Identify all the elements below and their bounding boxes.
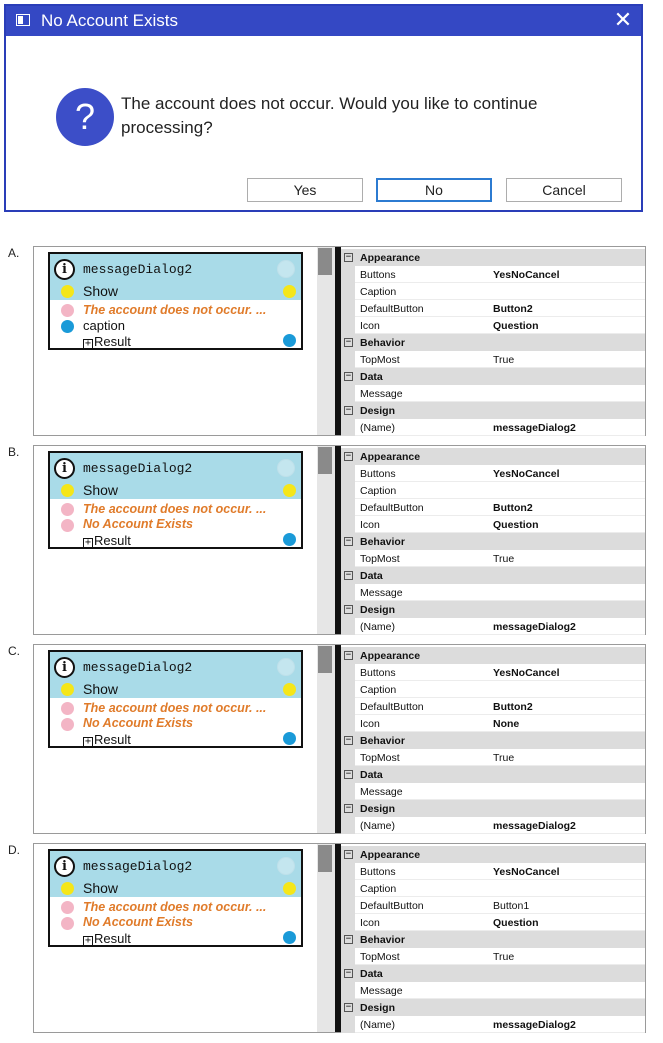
flow-in-port[interactable] xyxy=(61,683,74,696)
window-app-icon xyxy=(16,14,30,26)
expand-icon[interactable]: + xyxy=(84,537,92,548)
result-output-port[interactable] xyxy=(283,931,296,944)
cancel-button[interactable]: Cancel xyxy=(506,178,622,202)
show-label: Show xyxy=(83,283,119,299)
category-behavior[interactable]: − Behavior xyxy=(341,334,645,351)
prop-defaultbutton[interactable]: DefaultButton Button2 xyxy=(341,499,645,516)
caption-input-port[interactable] xyxy=(61,917,74,930)
message-dialog-node[interactable] xyxy=(48,650,303,748)
category-data[interactable]: − Data xyxy=(341,567,645,584)
category-data[interactable]: − Data xyxy=(341,766,645,783)
message-input-value: The account does not occur. ... xyxy=(83,701,267,715)
expand-icon[interactable]: + xyxy=(84,736,92,747)
option-letter-b: B. xyxy=(8,445,20,459)
prop-caption[interactable]: Caption xyxy=(341,880,645,897)
caption-input-value: No Account Exists xyxy=(83,517,193,531)
category-appearance[interactable]: − Appearance xyxy=(341,647,645,664)
category-data[interactable]: − Data xyxy=(341,368,645,385)
caption-input-port[interactable] xyxy=(61,519,74,532)
prop-buttons[interactable]: Buttons YesNoCancel xyxy=(341,266,645,283)
option-panel-a xyxy=(33,246,646,436)
collapse-icon[interactable]: − xyxy=(345,769,352,779)
message-input-port[interactable] xyxy=(61,503,74,516)
expand-icon[interactable]: + xyxy=(84,935,92,946)
info-icon: i xyxy=(54,856,75,877)
category-behavior[interactable]: − Behavior xyxy=(341,533,645,550)
caption-input-value: caption xyxy=(83,318,125,333)
scrollbar-thumb[interactable] xyxy=(318,248,332,275)
collapse-icon[interactable]: − xyxy=(345,405,352,415)
result-output[interactable] xyxy=(83,533,131,548)
category-design[interactable]: − Design xyxy=(341,402,645,419)
expand-icon[interactable]: + xyxy=(84,338,92,349)
prop-caption[interactable]: Caption xyxy=(341,482,645,499)
info-icon: i xyxy=(54,259,75,280)
scrollbar[interactable] xyxy=(317,446,335,634)
collapse-icon[interactable]: − xyxy=(345,803,352,813)
scrollbar-thumb[interactable] xyxy=(318,646,332,673)
collapse-icon[interactable]: − xyxy=(345,934,352,944)
node-name: messageDialog2 xyxy=(83,859,193,874)
info-icon: i xyxy=(54,657,75,678)
info-icon: i xyxy=(54,458,75,479)
prop-message[interactable]: Message xyxy=(341,982,645,999)
category-behavior[interactable]: − Behavior xyxy=(341,931,645,948)
prop-message[interactable]: Message xyxy=(341,385,645,402)
prop-icon[interactable]: Icon Question xyxy=(341,516,645,533)
prop-caption[interactable]: Caption xyxy=(341,681,645,698)
prop-topmost[interactable]: TopMost True xyxy=(341,948,645,965)
scrollbar[interactable] xyxy=(317,247,335,435)
node-name: messageDialog2 xyxy=(83,262,193,277)
show-label: Show xyxy=(83,482,119,498)
message-input-value: The account does not occur. ... xyxy=(83,303,267,317)
node-name: messageDialog2 xyxy=(83,660,193,675)
prop-defaultbutton[interactable]: DefaultButton Button2 xyxy=(341,698,645,715)
collapse-icon[interactable]: − xyxy=(345,735,352,745)
category-appearance[interactable]: − Appearance xyxy=(341,846,645,863)
prop-name[interactable]: (Name) messageDialog2 xyxy=(341,618,645,635)
scrollbar[interactable] xyxy=(317,844,335,1032)
node-name: messageDialog2 xyxy=(83,461,193,476)
node-badge-icon xyxy=(277,857,295,875)
result-label: Result xyxy=(94,931,131,946)
category-data[interactable]: − Data xyxy=(341,965,645,982)
node-header xyxy=(50,652,301,698)
collapse-icon[interactable]: − xyxy=(345,1002,352,1012)
result-output[interactable] xyxy=(83,732,131,747)
prop-buttons[interactable]: Buttons YesNoCancel xyxy=(341,465,645,482)
close-icon[interactable]: ✕ xyxy=(613,8,633,33)
property-grid xyxy=(341,247,645,435)
prop-defaultbutton[interactable]: DefaultButton Button2 xyxy=(341,300,645,317)
prop-topmost[interactable]: TopMost True xyxy=(341,749,645,766)
prop-message[interactable]: Message xyxy=(341,584,645,601)
node-badge-icon xyxy=(277,459,295,477)
result-output-port[interactable] xyxy=(283,732,296,745)
caption-input-port[interactable] xyxy=(61,320,74,333)
question-icon: ? xyxy=(56,88,114,146)
collapse-icon[interactable]: − xyxy=(345,337,352,347)
collapse-icon[interactable]: − xyxy=(345,604,352,614)
prop-message[interactable]: Message xyxy=(341,783,645,800)
message-input-port[interactable] xyxy=(61,702,74,715)
collapse-icon[interactable]: − xyxy=(345,451,352,461)
message-input-port[interactable] xyxy=(61,304,74,317)
show-label: Show xyxy=(83,681,119,697)
category-design[interactable]: − Design xyxy=(341,800,645,817)
property-grid xyxy=(341,446,645,634)
node-header xyxy=(50,254,301,300)
message-input-value: The account does not occur. ... xyxy=(83,900,267,914)
scrollbar[interactable] xyxy=(317,645,335,833)
message-input-value: The account does not occur. ... xyxy=(83,502,267,516)
show-label: Show xyxy=(83,880,119,896)
collapse-icon[interactable]: − xyxy=(345,968,352,978)
prop-topmost[interactable]: TopMost True xyxy=(341,351,645,368)
result-output[interactable] xyxy=(83,334,131,349)
collapse-icon[interactable]: − xyxy=(345,849,352,859)
node-header xyxy=(50,851,301,897)
scrollbar-thumb[interactable] xyxy=(318,845,332,872)
node-badge-icon xyxy=(277,260,295,278)
prop-topmost[interactable]: TopMost True xyxy=(341,550,645,567)
no-button[interactable]: No xyxy=(376,178,492,202)
caption-input-value: No Account Exists xyxy=(83,716,193,730)
option-panel-b xyxy=(33,445,646,635)
prop-name[interactable]: (Name) messageDialog2 xyxy=(341,817,645,834)
property-grid xyxy=(341,844,645,1032)
message-dialog-window xyxy=(4,4,643,212)
result-output-port[interactable] xyxy=(283,334,296,347)
message-dialog-node[interactable] xyxy=(48,451,303,549)
flow-out-port[interactable] xyxy=(283,285,296,298)
prop-defaultbutton[interactable]: DefaultButton Button1 xyxy=(341,897,645,914)
dialog-titlebar xyxy=(6,6,641,36)
option-panel-c xyxy=(33,644,646,834)
dialog-message: The account does not occur. Would you like to continue processing? xyxy=(121,94,538,137)
category-design[interactable]: − Design xyxy=(341,999,645,1016)
prop-name[interactable]: (Name) messageDialog2 xyxy=(341,419,645,436)
collapse-icon[interactable]: − xyxy=(345,536,352,546)
prop-buttons[interactable]: Buttons YesNoCancel xyxy=(341,664,645,681)
option-letter-d: D. xyxy=(8,843,20,857)
collapse-icon[interactable]: − xyxy=(345,570,352,580)
prop-name[interactable]: (Name) messageDialog2 xyxy=(341,1016,645,1033)
prop-icon[interactable]: Icon Question xyxy=(341,317,645,334)
message-dialog-node[interactable] xyxy=(48,849,303,947)
dialog-title: No Account Exists xyxy=(41,11,179,30)
caption-input-port[interactable] xyxy=(61,718,74,731)
yes-button[interactable]: Yes xyxy=(247,178,363,202)
result-label: Result xyxy=(94,732,131,747)
collapse-icon[interactable]: − xyxy=(345,252,352,262)
prop-buttons[interactable]: Buttons YesNoCancel xyxy=(341,863,645,880)
result-output[interactable] xyxy=(83,931,131,946)
option-panel-d xyxy=(33,843,646,1033)
message-dialog-node[interactable] xyxy=(48,252,303,350)
flow-in-port[interactable] xyxy=(61,882,74,895)
flow-in-port[interactable] xyxy=(61,484,74,497)
property-grid xyxy=(341,645,645,833)
message-input-port[interactable] xyxy=(61,901,74,914)
node-badge-icon xyxy=(277,658,295,676)
flow-out-port[interactable] xyxy=(283,882,296,895)
result-output-port[interactable] xyxy=(283,533,296,546)
result-label: Result xyxy=(94,334,131,349)
category-appearance[interactable]: − Appearance xyxy=(341,448,645,465)
caption-input-value: No Account Exists xyxy=(83,915,193,929)
prop-icon[interactable]: Icon None xyxy=(341,715,645,732)
category-behavior[interactable]: − Behavior xyxy=(341,732,645,749)
node-header xyxy=(50,453,301,499)
result-label: Result xyxy=(94,533,131,548)
flow-out-port[interactable] xyxy=(283,484,296,497)
category-appearance[interactable]: − Appearance xyxy=(341,249,645,266)
scrollbar-thumb[interactable] xyxy=(318,447,332,474)
option-letter-c: C. xyxy=(8,644,20,658)
collapse-icon[interactable]: − xyxy=(345,371,352,381)
flow-in-port[interactable] xyxy=(61,285,74,298)
prop-icon[interactable]: Icon Question xyxy=(341,914,645,931)
category-design[interactable]: − Design xyxy=(341,601,645,618)
option-letter-a: A. xyxy=(8,246,20,260)
collapse-icon[interactable]: − xyxy=(345,650,352,660)
prop-caption[interactable]: Caption xyxy=(341,283,645,300)
flow-out-port[interactable] xyxy=(283,683,296,696)
